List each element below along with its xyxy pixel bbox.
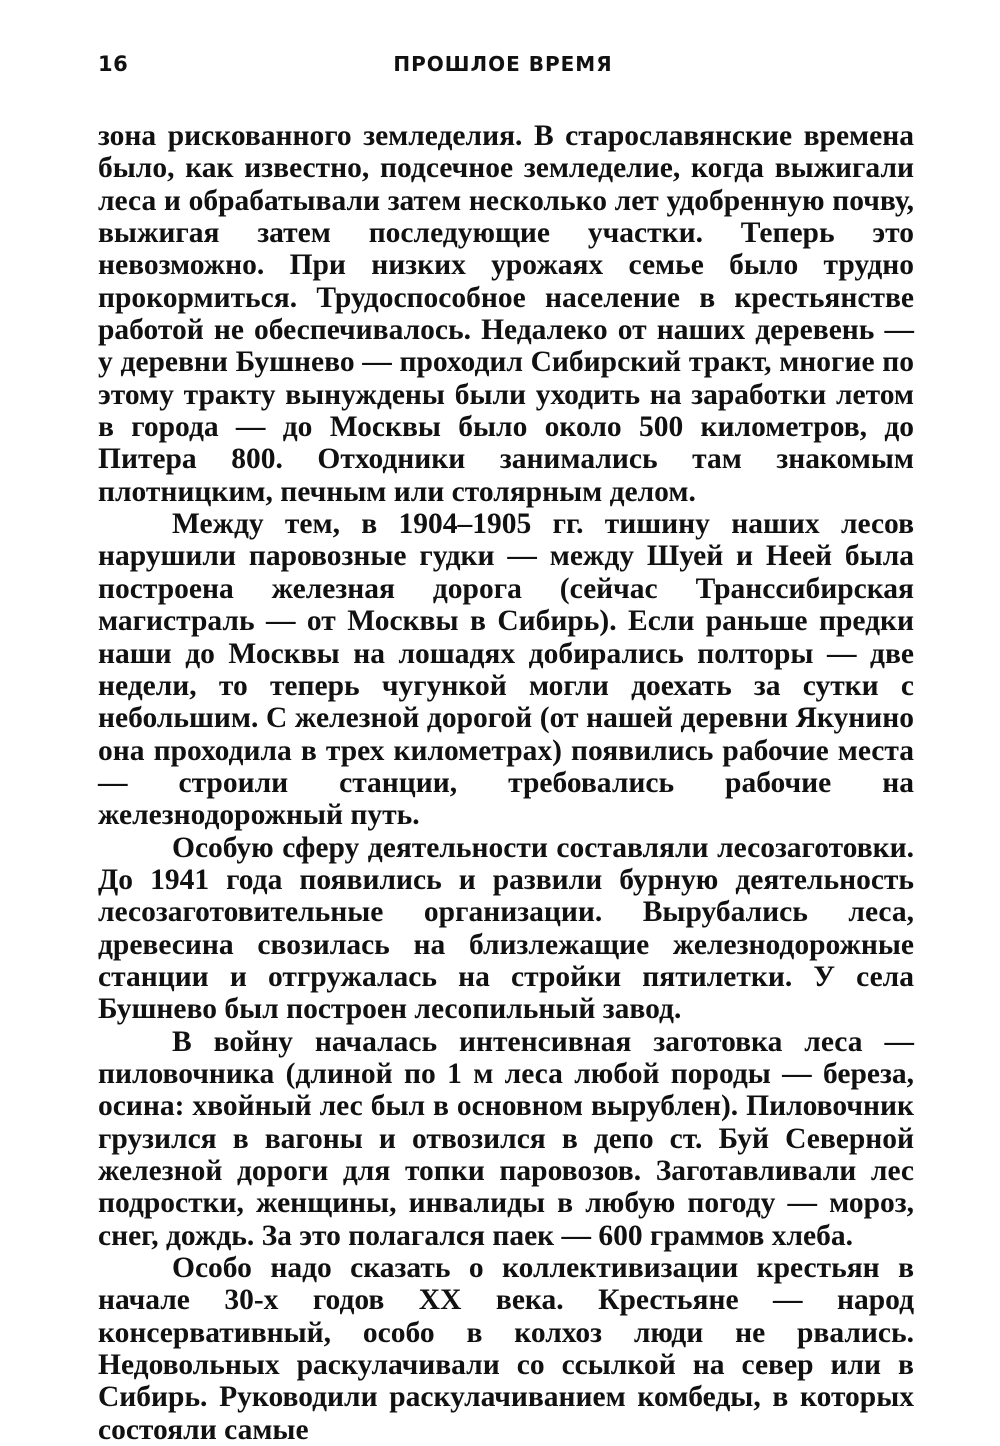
body-text [98,120,914,1446]
page-header [92,52,914,84]
paragraph-war: В войну началась интенсивная заготовка леса — пиловочника (длиной по 1 м леса любой породы — береза, осина: хвойный лес был в основном вырублен). Пиловочник грузился в вагоны и отвозился в депо ст. Буй Северной железной дороги для топки паровозов. Заготавливали лес подростки, женщины, инвалиды в любую погоду — мороз, снег, дождь. За это полагался паек — 600 граммов хлеба. [98,1025,914,1252]
page-number: 16 [98,52,129,76]
running-title: ПРОШЛОЕ ВРЕМЯ [393,52,613,76]
paragraph-logging: Особую сферу деятельности составляли лесозаготовки. До 1941 года появились и развили бурную деятельность лесозаготовительные организации. Вырубались леса, древесина свозилась на близлежащие железнодорожные станции и отгружалась на стройки пятилетки. У села Бушнево был построен лесопильный завод. [98,831,914,1026]
paragraph-railway: Между тем, в 1904–1905 гг. тишину наших лесов нарушили паровозные гудки — между Шуей и Неей была построена железная дорога (сейчас Транссибирская магистраль — от Москвы в Сибирь). Если раньше предки наши до Москвы на лошадях добирались полторы — две недели, то теперь чугункой могли доехать за сутки с небольшим. С железной дорогой (от нашей деревни Якунино она проходила в трех километрах) появились рабочие места — строили станции, требовались рабочие на железнодорожный путь. [98,508,914,832]
paragraph-collectivization: Особо надо сказать о коллективизации крестьян в начале 30-х годов XX века. Крестьяне — народ консервативный, особо в колхоз люди не рвались. Недовольных раскулачивали со ссылкой на север или в Сибирь. Руководили раскулачиванием комбеды, в которых состояли самые [98,1252,914,1446]
paragraph-continuation: зона рискованного земледелия. В старославянские времена было, как известно, подсечное земледелие, когда выжигали леса и обрабатывали затем несколько лет удобренную почву, выжигая затем последующие участки. Теперь это невозможно. При низких урожаях семье было трудно прокормиться. Трудоспособное население в крестьянстве работой не обеспечивалось. Недалеко от наших деревень — у деревни Бушнево — проходил Сибирский тракт, многие по этому тракту вынуждены были уходить на заработки летом в города — до Москвы было около 500 километров, до Питера 800. Отходники занимались там знакомым плотницким, печным или столярным делом. [98,120,914,508]
